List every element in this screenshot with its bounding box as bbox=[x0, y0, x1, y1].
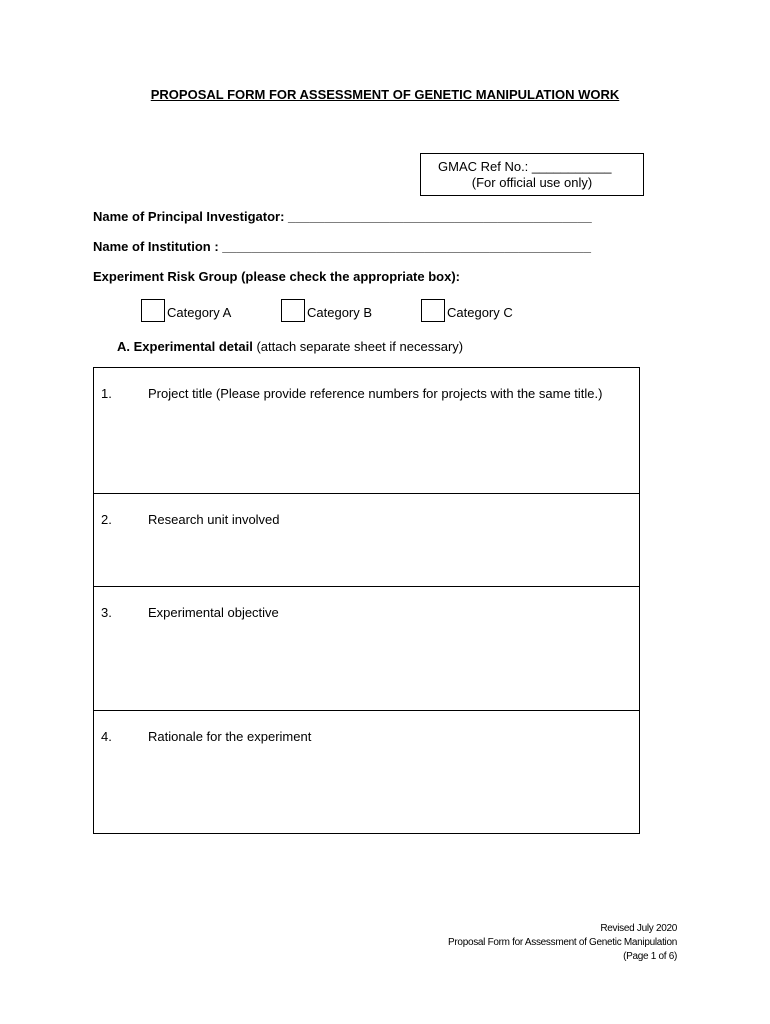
gmac-ref-box bbox=[420, 153, 644, 196]
row-number: 1. bbox=[101, 386, 112, 401]
institution-field[interactable]: Name of Institution : ___________________________________________________ bbox=[93, 239, 591, 254]
row-label-objective: Experimental objective bbox=[148, 605, 279, 620]
section-a-heading bbox=[117, 339, 463, 354]
table-row[interactable] bbox=[94, 711, 639, 833]
gmac-ref-label: GMAC Ref No.: ___________ bbox=[438, 159, 612, 174]
section-a-title: A. Experimental detail bbox=[117, 339, 253, 354]
row-label-research-unit: Research unit involved bbox=[148, 512, 280, 527]
row-number: 3. bbox=[101, 605, 112, 620]
row-label-project-title: Project title (Please provide reference numbers for projects with the same title.) bbox=[148, 386, 603, 401]
row-label-rationale: Rationale for the experiment bbox=[148, 729, 312, 744]
table-row[interactable] bbox=[94, 368, 639, 494]
risk-group-label: Experiment Risk Group (please check the appropriate box): bbox=[93, 269, 460, 284]
category-a-checkbox[interactable] bbox=[141, 299, 165, 322]
category-a-label: Category A bbox=[167, 305, 232, 320]
form-title: PROPOSAL FORM FOR ASSESSMENT OF GENETIC MANIPULATION WORK bbox=[150, 87, 620, 102]
footer-revised: Revised July 2020 bbox=[600, 923, 677, 934]
category-b-checkbox[interactable] bbox=[281, 299, 305, 322]
gmac-official-note: (For official use only) bbox=[471, 175, 593, 190]
experimental-detail-table bbox=[93, 367, 640, 834]
table-row[interactable] bbox=[94, 494, 639, 587]
category-c-checkbox[interactable] bbox=[421, 299, 445, 322]
principal-investigator-field[interactable]: Name of Principal Investigator: __________________________________________ bbox=[93, 209, 592, 224]
category-b-label: Category B bbox=[307, 305, 373, 320]
footer-document-name: Proposal Form for Assessment of Genetic Manipulation bbox=[448, 937, 677, 948]
row-number: 2. bbox=[101, 512, 112, 527]
risk-category-options bbox=[0, 299, 770, 325]
table-row[interactable] bbox=[94, 587, 639, 711]
row-number: 4. bbox=[101, 729, 112, 744]
category-c-label: Category C bbox=[447, 305, 513, 320]
page-footer bbox=[448, 922, 677, 964]
section-a-note: (attach separate sheet if necessary) bbox=[252, 339, 464, 354]
footer-page-number: (Page 1 of 6) bbox=[623, 951, 677, 962]
